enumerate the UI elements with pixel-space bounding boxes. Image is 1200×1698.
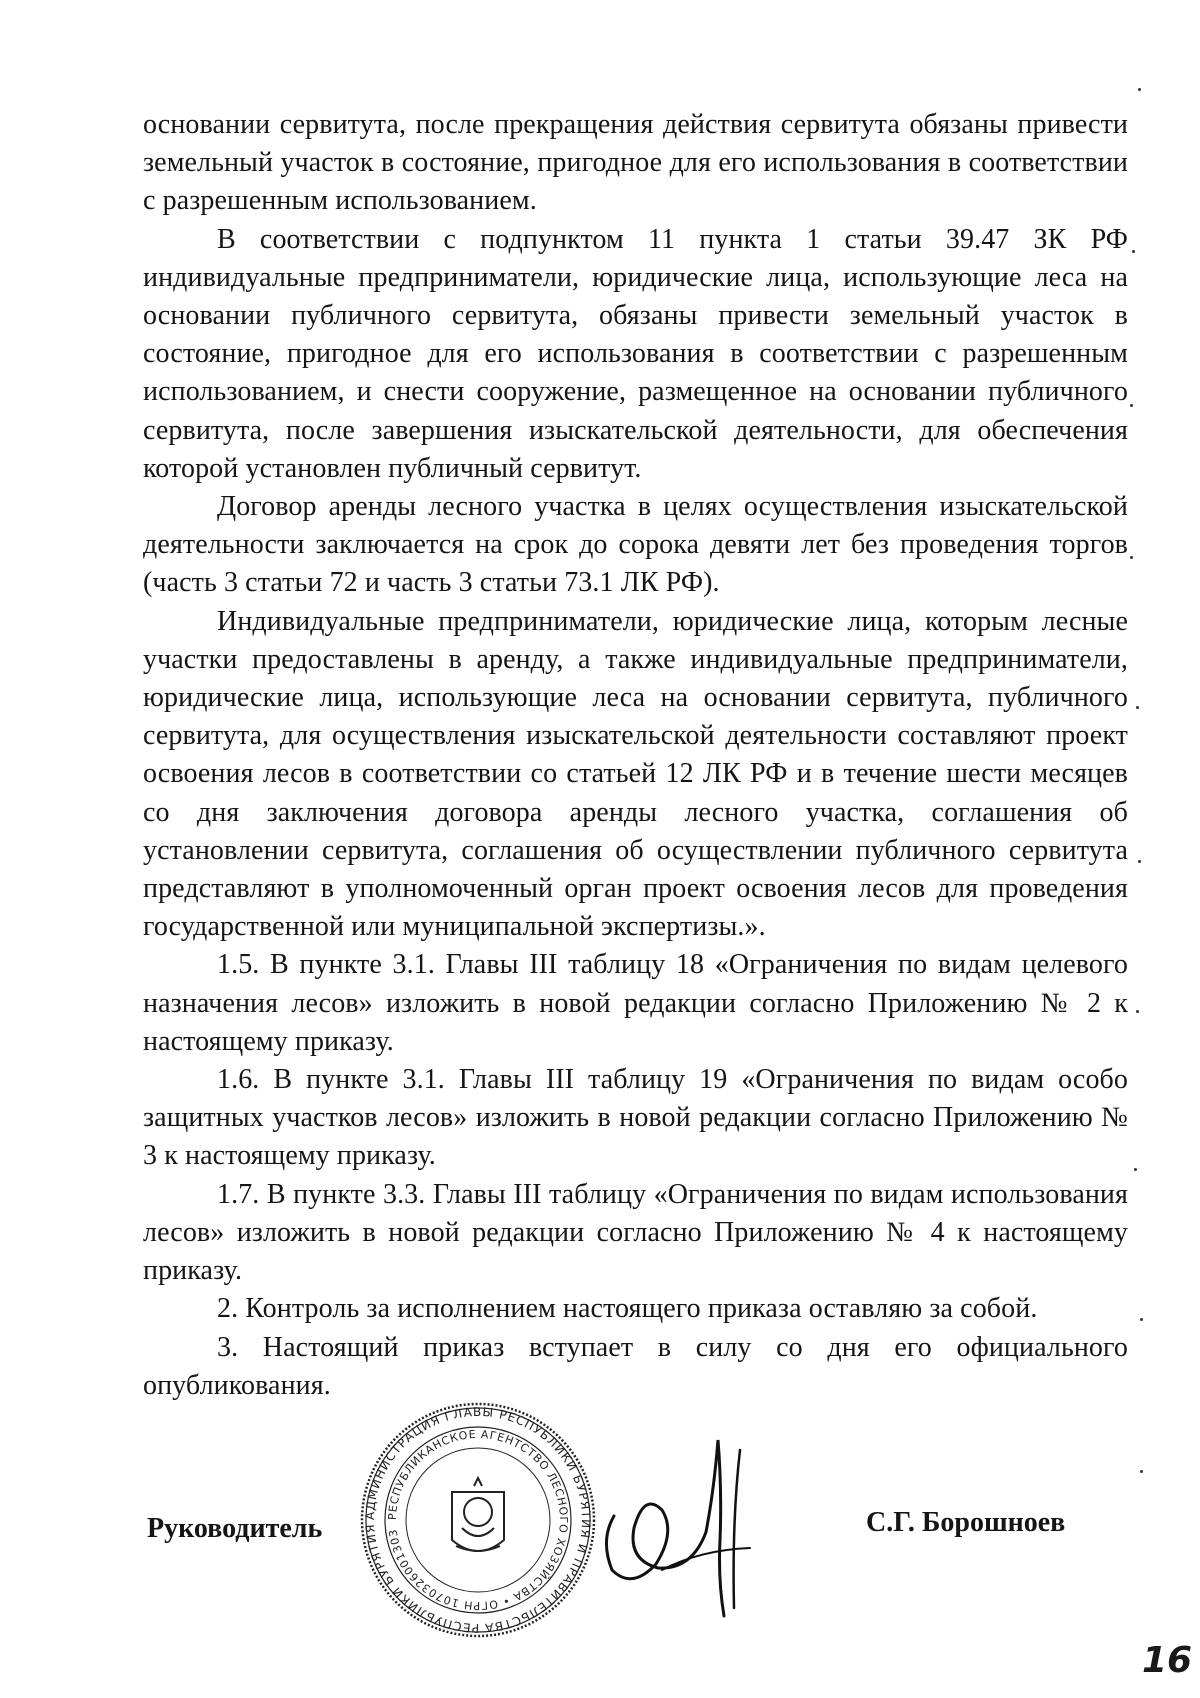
svg-text:РЕСПУБЛИКАНСКОЕ АГЕНТСТВО ЛЕСН: РЕСПУБЛИКАНСКОЕ АГЕНТСТВО ЛЕСНОГО ХОЗЯЙСТВА • ОГРН 1070326001303	[385, 1427, 571, 1613]
scan-speck	[1140, 1318, 1143, 1321]
item-3-effective: 3. Настоящий приказ вступает в силу со дня его официального опубликования.	[143, 1331, 1128, 1401]
item-2-control: 2. Контроль за исполнением настоящего приказа оставляю за собой.	[217, 1293, 1038, 1325]
paragraph-lease-term: Договор аренды лесного участка в целях осуществления изыскательской деятельности заключается на срок до сорока девяти лет без проведения торгов (часть 3 статьи 72 и часть 3 статьи 73.1 ЛК РФ).	[143, 491, 1128, 599]
svg-text:АДМИНИСТРАЦИЯ ГЛАВЫ РЕСПУБЛИКИ: АДМИНИСТРАЦИЯ ГЛАВЫ РЕСПУБЛИКИ БУРЯТИЯ И ПРАВИТЕЛЬСТВА РЕСПУБЛИКИ БУРЯТИЯ	[362, 1404, 594, 1636]
body-text	[143, 106, 1128, 1405]
item-1-6: 1.6. В пункте 3.1. Главы III таблицу 19 «Ограничения по видам особо защитных участков лесов» изложить в новой редакции согласно Приложению № 3 к настоящему приказу.	[143, 1064, 1128, 1172]
paragraph-public-easement: В соответствии с подпунктом 11 пункта 1 статьи 39.47 ЗК РФ индивидуальные предприниматели, юридические лица, использующие леса на основании публичного сервитута, обязаны привести земельный участок в состояние, пригодное для его использования в соответствии с разрешенным использованием, и снести сооружение, размещенное на основании публичного сервитута, после завершения изыскательской деятельности, для обеспечения которой установлен публичный сервитут.	[143, 223, 1128, 484]
handwritten-signature	[600, 1420, 760, 1620]
signature-block	[0, 1400, 1200, 1636]
scan-speck	[1130, 404, 1133, 407]
item-1-7: 1.7. В пункте 3.3. Главы III таблицу «Ограничения по видам использования лесов» изложить в новой редакции согласно Приложению № 4 к настоящему приказу.	[143, 1178, 1128, 1287]
signatory-title: Руководитель	[147, 1513, 323, 1544]
scan-speck	[1134, 1168, 1137, 1171]
signatory-name: С.Г. Борошноев	[866, 1507, 1066, 1538]
scan-speck	[1140, 1470, 1143, 1473]
item-1-5: 1.5. В пункте 3.1. Главы III таблицу 18 «Ограничения по видам целевого назначения лесов» изложить в новой редакции согласно Приложению № 2 к настоящему приказу.	[143, 949, 1128, 1057]
paragraph-continuation: основании сервитута, после прекращения действия сервитута обязаны привести земельный участок в состояние, пригодное для его использования в соответствии с разрешенным использованием.	[143, 109, 1128, 217]
scan-speck	[1132, 250, 1135, 253]
coat-of-arms-icon	[452, 1478, 504, 1551]
paragraph-forest-project: Индивидуальные предприниматели, юридические лица, которым лесные участки предоставлены в аренду, а также индивидуальные предприниматели, юридические лица, использующие леса на основании сервитута, публичного сервитута, для осуществления изыскательской деятельности составляют проект освоения лесов в соответствии со статьей 12 ЛК РФ и в течение шести месяцев со дня заключения договора аренды лесного участка, соглашения об установлении сервитута, соглашения об осуществлении публичного сервитута представляют в уполномоченный орган проект освоения лесов для проведения государственной или муниципальной экспертизы.».	[143, 605, 1128, 943]
scan-speck	[1138, 860, 1141, 863]
scan-speck	[1138, 88, 1141, 91]
page-number: 16	[1142, 1640, 1193, 1681]
scan-speck	[1130, 556, 1133, 559]
scan-speck	[1136, 706, 1139, 709]
scan-speck	[1136, 1010, 1139, 1013]
official-seal-stamp	[358, 1400, 598, 1640]
